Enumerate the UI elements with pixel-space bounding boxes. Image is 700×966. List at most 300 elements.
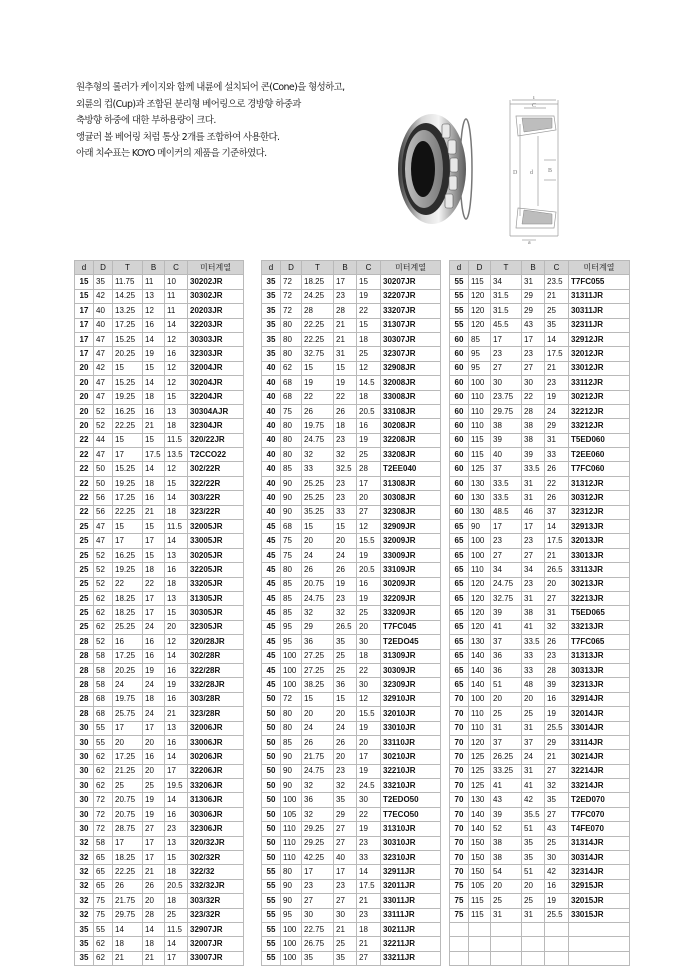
cell-d: 28 — [75, 663, 94, 677]
table-row — [262, 750, 441, 764]
cell-d: 22 — [75, 491, 94, 505]
cell-T: 22 — [302, 390, 334, 404]
cell-B: 43 — [522, 318, 545, 332]
cell-D: 80 — [281, 332, 302, 346]
cell-T: 43 — [491, 793, 522, 807]
cell-B: 33.5 — [522, 462, 545, 476]
cell-d: 65 — [450, 663, 469, 677]
cell-B: 24 — [143, 620, 165, 634]
cell-d: 28 — [75, 707, 94, 721]
cell-part-number: T2EE060 — [569, 448, 630, 462]
cell-B: 30 — [522, 376, 545, 390]
cell-C: 20 — [357, 491, 381, 505]
table-row — [75, 534, 244, 548]
cell-d: 30 — [75, 750, 94, 764]
label-T: T — [532, 96, 536, 101]
cell-T: 27.25 — [302, 649, 334, 663]
cell-T: 27 — [491, 548, 522, 562]
cell-C: 17 — [165, 951, 188, 965]
cell-B: 26 — [334, 404, 357, 418]
cell-B: 19 — [143, 807, 165, 821]
cell-d: 25 — [75, 563, 94, 577]
cell-B: 28 — [334, 304, 357, 318]
cell-C: 14 — [165, 318, 188, 332]
cell-d: 70 — [450, 692, 469, 706]
cell-T: 28.75 — [113, 822, 143, 836]
table-row — [75, 591, 244, 605]
cell-D: 42 — [94, 361, 113, 375]
cell-C: 21 — [165, 707, 188, 721]
header-C: C — [545, 261, 569, 275]
cell-C: 14 — [165, 793, 188, 807]
cell-d: 55 — [262, 879, 281, 893]
cell-B: 35 — [334, 635, 357, 649]
cell-T: 41 — [491, 620, 522, 634]
cell-part-number: T5ED065 — [569, 606, 630, 620]
cell-C: 35 — [545, 793, 569, 807]
cell-D: 65 — [94, 879, 113, 893]
cell-T: 31 — [491, 721, 522, 735]
cell-part-number: T7FC065 — [569, 635, 630, 649]
cell-T: 21.25 — [113, 764, 143, 778]
cell-T: 20 — [302, 534, 334, 548]
cell-part-number: 32912JR — [569, 332, 630, 346]
cell-d: 55 — [450, 289, 469, 303]
cell-T: 20.25 — [113, 663, 143, 677]
cell-D: 80 — [281, 433, 302, 447]
cell-part-number: 323/22R — [188, 505, 244, 519]
cell-part-number: 31306JR — [188, 793, 244, 807]
cell-B: 19 — [143, 347, 165, 361]
cell-D: 47 — [94, 448, 113, 462]
cell-C: 25.5 — [545, 721, 569, 735]
cell-D: 68 — [94, 692, 113, 706]
cell-d: 60 — [450, 462, 469, 476]
cell-T: 17.25 — [113, 750, 143, 764]
table-row — [262, 635, 441, 649]
cell-part-number: 30304AJR — [188, 404, 244, 418]
cell-T: 34 — [491, 275, 522, 289]
cell-C: 18 — [165, 419, 188, 433]
cell-part-number: 32314JR — [569, 865, 630, 879]
table-row — [262, 922, 441, 936]
table-row — [450, 779, 630, 793]
table-row — [450, 663, 630, 677]
cell-B: 20 — [334, 534, 357, 548]
cell-D: 72 — [281, 304, 302, 318]
table-row — [262, 491, 441, 505]
cell-C: 15.5 — [357, 534, 381, 548]
table-row — [262, 275, 441, 289]
cell-T: 20 — [491, 879, 522, 893]
cell-B: 17 — [143, 534, 165, 548]
cell-d: 28 — [75, 678, 94, 692]
table-row — [262, 663, 441, 677]
cell-D: 90 — [281, 764, 302, 778]
cell-T: 40 — [491, 448, 522, 462]
cell-d: 65 — [450, 591, 469, 605]
cell-B: 38 — [522, 433, 545, 447]
cell-C: 12 — [357, 520, 381, 534]
cell-D: 68 — [281, 376, 302, 390]
cell-D: 68 — [281, 390, 302, 404]
table-row — [75, 649, 244, 663]
cell-C: 24.5 — [357, 779, 381, 793]
cell-D: 80 — [281, 707, 302, 721]
cell-part-number: 33110JR — [381, 735, 441, 749]
cell-d: 70 — [450, 764, 469, 778]
cell-D: 80 — [281, 318, 302, 332]
cell-B: 23 — [522, 577, 545, 591]
cell-d: 22 — [75, 476, 94, 490]
cell-d: 45 — [262, 520, 281, 534]
cell-C: 28 — [357, 462, 381, 476]
cell-D: 130 — [469, 491, 491, 505]
cell-T: 38.25 — [302, 678, 334, 692]
cell-C: 15 — [165, 476, 188, 490]
table-row — [450, 678, 630, 692]
header-T: T — [113, 261, 143, 275]
cell-B: 42 — [522, 793, 545, 807]
cell-part-number — [569, 937, 630, 951]
table-row — [450, 304, 630, 318]
cell-C: 10 — [165, 275, 188, 289]
cell-d: 70 — [450, 865, 469, 879]
cell-part-number: 31314JR — [569, 836, 630, 850]
cell-D: 110 — [469, 721, 491, 735]
cell-B: 17.5 — [143, 448, 165, 462]
table-row — [262, 865, 441, 879]
cell-B: 21 — [334, 318, 357, 332]
cell-B: 23 — [334, 476, 357, 490]
cell-d: 65 — [450, 534, 469, 548]
cell-T: 26 — [302, 563, 334, 577]
cell-D: 150 — [469, 851, 491, 865]
cell-T: 38 — [491, 851, 522, 865]
cell-part-number: T7FC060 — [569, 462, 630, 476]
cell-D: 120 — [469, 304, 491, 318]
table-row — [450, 951, 630, 965]
table-row — [450, 707, 630, 721]
cell-C: 16 — [545, 692, 569, 706]
cell-part-number: T2EE040 — [381, 462, 441, 476]
table-row — [450, 620, 630, 634]
cell-T: 20 — [491, 692, 522, 706]
table-row — [450, 836, 630, 850]
cell-D: 72 — [94, 822, 113, 836]
cell-d: 17 — [75, 347, 94, 361]
cell-part-number: 32910JR — [381, 692, 441, 706]
table-row — [75, 332, 244, 346]
table-row — [262, 894, 441, 908]
table-row — [262, 361, 441, 375]
cell-D — [469, 951, 491, 965]
cell-D: 120 — [469, 735, 491, 749]
cell-C: 29 — [545, 419, 569, 433]
cell-D: 140 — [469, 822, 491, 836]
cell-D: 80 — [281, 419, 302, 433]
cell-T: 22.25 — [113, 505, 143, 519]
cell-D: 62 — [94, 937, 113, 951]
cell-C: 18 — [357, 649, 381, 663]
cell-C: 30 — [357, 635, 381, 649]
table-row — [450, 807, 630, 821]
cell-d: 55 — [262, 894, 281, 908]
cell-T: 37 — [491, 462, 522, 476]
cell-part-number: 32009JR — [381, 534, 441, 548]
cell-d: 70 — [450, 793, 469, 807]
cell-D: 90 — [469, 520, 491, 534]
cell-D: 130 — [469, 505, 491, 519]
cell-B: 33 — [522, 649, 545, 663]
cell-D: 90 — [281, 779, 302, 793]
cell-B: 24 — [334, 721, 357, 735]
cell-part-number: 33209JR — [381, 606, 441, 620]
table-row — [75, 376, 244, 390]
table-row — [262, 289, 441, 303]
cell-C: 29 — [545, 735, 569, 749]
cell-T: 37 — [491, 735, 522, 749]
cell-part-number: 30312JR — [569, 491, 630, 505]
cell-C: 30 — [357, 678, 381, 692]
cell-D: 72 — [94, 807, 113, 821]
cell-D: 35 — [94, 275, 113, 289]
cell-d — [450, 922, 469, 936]
cell-B: 30 — [334, 908, 357, 922]
cell-part-number: 30206JR — [188, 750, 244, 764]
cell-C: 14 — [165, 534, 188, 548]
cell-d: 40 — [262, 462, 281, 476]
cell-T: 31.5 — [491, 304, 522, 318]
cell-T: 17 — [113, 534, 143, 548]
cell-part-number: 31312JR — [569, 476, 630, 490]
cell-T: 35 — [302, 951, 334, 965]
cell-B: 17 — [143, 851, 165, 865]
cell-part-number: 20203JR — [188, 304, 244, 318]
cell-d: 40 — [262, 491, 281, 505]
cell-T: 14 — [113, 922, 143, 936]
cell-D: 58 — [94, 678, 113, 692]
cell-D: 62 — [94, 779, 113, 793]
cell-D: 150 — [469, 836, 491, 850]
cell-D: 85 — [281, 462, 302, 476]
table-row — [262, 779, 441, 793]
cell-C: 20.5 — [357, 563, 381, 577]
cell-T: 25.25 — [302, 476, 334, 490]
cell-d: 35 — [262, 289, 281, 303]
cell-d: 60 — [450, 419, 469, 433]
cell-part-number: 30214JR — [569, 750, 630, 764]
table-row — [262, 678, 441, 692]
cell-T: 14.25 — [113, 289, 143, 303]
cell-D: 72 — [281, 289, 302, 303]
cell-part-number: 33010JR — [381, 721, 441, 735]
cell-T: 36 — [302, 635, 334, 649]
table-row — [75, 635, 244, 649]
cell-B: 16 — [143, 318, 165, 332]
cell-T: 17.25 — [113, 318, 143, 332]
cell-d: 55 — [450, 318, 469, 332]
cell-part-number: 32909JR — [381, 520, 441, 534]
cell-T: 32.75 — [302, 347, 334, 361]
cell-C: 35 — [545, 318, 569, 332]
cell-C: 32 — [545, 620, 569, 634]
table-row — [262, 448, 441, 462]
cell-C: 39 — [545, 678, 569, 692]
cell-B: 41 — [522, 620, 545, 634]
cell-B: 34 — [522, 563, 545, 577]
cell-part-number: 30309JR — [381, 663, 441, 677]
cell-B: 28 — [522, 404, 545, 418]
cell-D: 100 — [281, 678, 302, 692]
table-row — [450, 764, 630, 778]
cell-B: 16 — [143, 750, 165, 764]
cell-C: 13 — [165, 548, 188, 562]
cell-d: 40 — [262, 433, 281, 447]
cell-C: 31 — [545, 606, 569, 620]
table-row — [262, 433, 441, 447]
cell-B: 23 — [334, 491, 357, 505]
cell-T: 17.25 — [113, 649, 143, 663]
cell-C: 19 — [545, 894, 569, 908]
cell-d: 50 — [262, 721, 281, 735]
table-row — [75, 908, 244, 922]
cell-C: 23.5 — [545, 275, 569, 289]
cell-D: 110 — [469, 419, 491, 433]
cell-C: 19 — [357, 289, 381, 303]
table-row — [450, 462, 630, 476]
cell-B: 18 — [143, 937, 165, 951]
cell-T: 17 — [491, 520, 522, 534]
cell-d: 40 — [262, 448, 281, 462]
cell-part-number: 33005JR — [188, 534, 244, 548]
cell-C: 14 — [165, 649, 188, 663]
table-row — [450, 635, 630, 649]
cell-T: 24.25 — [302, 289, 334, 303]
cell-D: 120 — [469, 318, 491, 332]
cell-d: 50 — [262, 851, 281, 865]
cell-C: 25 — [545, 836, 569, 850]
table-row — [75, 433, 244, 447]
cell-D: 62 — [94, 606, 113, 620]
table-row — [450, 347, 630, 361]
cell-part-number: 32205JR — [188, 563, 244, 577]
table-row — [75, 951, 244, 965]
cell-part-number: 30208JR — [381, 419, 441, 433]
cell-part-number: 31305JR — [188, 591, 244, 605]
cell-T: 26 — [302, 404, 334, 418]
cell-D: 62 — [94, 764, 113, 778]
table-row — [450, 649, 630, 663]
cell-D: 68 — [281, 520, 302, 534]
cell-T: 32 — [302, 448, 334, 462]
cell-d: 17 — [75, 332, 94, 346]
cell-D: 80 — [281, 721, 302, 735]
cell-d: 22 — [75, 462, 94, 476]
cell-C: 19 — [545, 707, 569, 721]
cell-T: 20.75 — [113, 807, 143, 821]
table-row — [450, 735, 630, 749]
cell-C: 17 — [357, 750, 381, 764]
cell-C: 33 — [545, 448, 569, 462]
table-row — [75, 491, 244, 505]
cell-D: 130 — [469, 635, 491, 649]
cell-D: 62 — [94, 591, 113, 605]
cell-D: 50 — [94, 476, 113, 490]
cell-B: 38 — [522, 419, 545, 433]
cell-part-number: 302/32R — [188, 851, 244, 865]
cell-B: 23 — [334, 879, 357, 893]
cell-D: 115 — [469, 448, 491, 462]
cell-C: 13 — [165, 721, 188, 735]
table-row — [262, 793, 441, 807]
cell-B: 11 — [143, 275, 165, 289]
table-row — [75, 476, 244, 490]
cell-d: 50 — [262, 707, 281, 721]
table-row — [262, 721, 441, 735]
cell-B: 51 — [522, 865, 545, 879]
cell-C: 16 — [165, 735, 188, 749]
cell-B: 17 — [143, 591, 165, 605]
cell-d: 45 — [262, 577, 281, 591]
description-line: 앵귤러 볼 베어링 처럼 통상 2개를 조합하여 사용한다. — [76, 131, 280, 143]
cell-D: 90 — [281, 879, 302, 893]
cell-D: 62 — [94, 951, 113, 965]
cell-d: 40 — [262, 361, 281, 375]
cell-part-number: 32010JR — [381, 707, 441, 721]
cell-C: 19 — [165, 678, 188, 692]
cell-d: 17 — [75, 318, 94, 332]
cell-T: 22.25 — [302, 332, 334, 346]
cell-d: 50 — [262, 692, 281, 706]
cell-D: 120 — [469, 289, 491, 303]
cell-D: 42 — [94, 289, 113, 303]
cell-T: 18.25 — [113, 591, 143, 605]
cell-D: 100 — [469, 534, 491, 548]
cell-C — [545, 951, 569, 965]
header-series: 미터계열 — [381, 261, 441, 275]
cell-B: 20 — [522, 692, 545, 706]
table-row — [450, 419, 630, 433]
table-row — [450, 491, 630, 505]
cell-d: 25 — [75, 548, 94, 562]
cell-part-number: 30310JR — [381, 836, 441, 850]
cell-part-number: 32209JR — [381, 591, 441, 605]
cell-B: 35 — [522, 836, 545, 850]
cell-D: 130 — [469, 793, 491, 807]
cell-d: 30 — [75, 793, 94, 807]
cell-T: 19.25 — [113, 390, 143, 404]
table-row — [75, 735, 244, 749]
cell-part-number: 33114JR — [569, 735, 630, 749]
cell-part-number: 31309JR — [381, 649, 441, 663]
cell-part-number: T7FC070 — [569, 807, 630, 821]
cell-d: 50 — [262, 822, 281, 836]
cell-part-number: 33009JR — [381, 548, 441, 562]
table-row — [75, 764, 244, 778]
cell-part-number: T5ED060 — [569, 433, 630, 447]
cell-C: 30 — [357, 793, 381, 807]
cell-B: 36 — [334, 678, 357, 692]
table-row — [450, 894, 630, 908]
cell-d: 20 — [75, 419, 94, 433]
cell-B: 22 — [143, 577, 165, 591]
cell-d: 28 — [75, 635, 94, 649]
cell-T: 30 — [302, 908, 334, 922]
cell-B: 17 — [143, 606, 165, 620]
cell-C: 25.5 — [545, 908, 569, 922]
cell-part-number: 32306JR — [188, 822, 244, 836]
